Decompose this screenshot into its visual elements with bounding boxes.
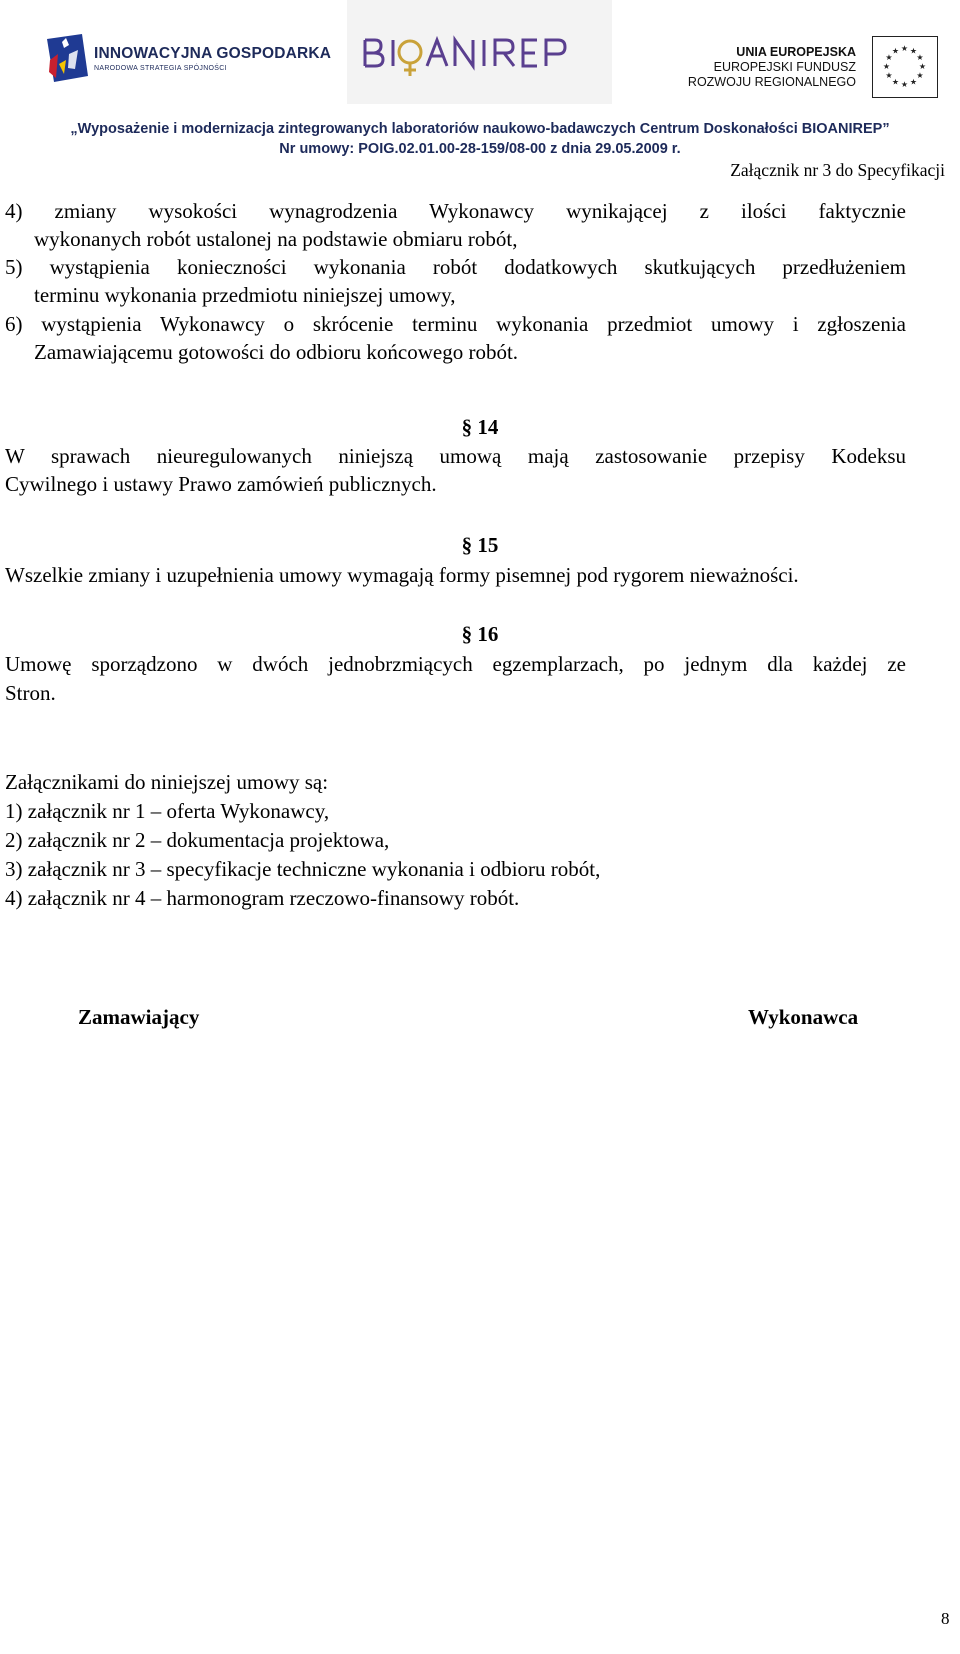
- eu-flag-icon: [872, 36, 938, 98]
- list-item-5-line1: 5) wystąpienia konieczności wykonania robót dodatkowych skutkujących przedłużeniem: [5, 255, 906, 279]
- svg-text:★: ★: [918, 62, 927, 71]
- innowacyjna-gospodarka-logo: [44, 32, 344, 82]
- list-item-4-line2: wykonanych robót ustalonej na podstawie obmiaru robót,: [34, 227, 518, 251]
- page-number: 8: [941, 1609, 950, 1628]
- svg-text:★: ★: [900, 80, 909, 89]
- svg-text:★: ★: [882, 62, 891, 71]
- svg-text:★: ★: [891, 77, 900, 87]
- list-item-5-line2: terminu wykonania przedmiotu niniejszej umowy,: [34, 283, 456, 307]
- attachment-note: Załącznik nr 3 do Specyfikacji: [730, 160, 945, 180]
- section-16-heading: § 16: [461, 622, 499, 646]
- attachments-intro: Załącznikami do niniejszej umowy są:: [5, 770, 329, 794]
- svg-text:★: ★: [900, 44, 909, 53]
- section-14-text-line1: W sprawach nieuregulowanych niniejszą umową mają zastosowanie przepisy Kodeksu: [5, 444, 906, 468]
- svg-text:★: ★: [891, 46, 900, 56]
- svg-text:★: ★: [909, 77, 918, 87]
- attachment-list-item: 2) załącznik nr 2 – dokumentacja projektowa,: [5, 828, 390, 852]
- list-item-6-line2: Zamawiającemu gotowości do odbioru końcowego robót.: [34, 340, 519, 364]
- bioanirep-logo: [347, 0, 612, 104]
- logo-right-line2: EUROPEJSKI FUNDUSZ: [713, 60, 856, 74]
- logo-right-line1: UNIA EUROPEJSKA: [736, 45, 856, 59]
- svg-text:★: ★: [916, 53, 924, 62]
- svg-text:★: ★: [885, 71, 893, 80]
- contract-number: Nr umowy: POIG.02.01.00-28-159/08-00 z dnia 29.05.2009 r.: [279, 141, 681, 157]
- section-15-heading: § 15: [461, 533, 499, 557]
- attachment-list-item: 4) załącznik nr 4 – harmonogram rzeczowo-finansowy robót.: [5, 886, 520, 910]
- logo-left-subtitle: NARODOWA STRATEGIA SPÓJNOŚCI: [94, 65, 227, 72]
- section-14-text-line2: Cywilnego i ustawy Prawo zamówień publicznych.: [5, 472, 437, 496]
- list-item-4-line1: 4) zmiany wysokości wynagrodzenia Wykonawcy wynikającej z ilości faktycznie: [5, 199, 906, 223]
- svg-text:★: ★: [909, 46, 918, 56]
- svg-text:★: ★: [885, 53, 893, 62]
- svg-text:★: ★: [916, 71, 924, 80]
- signature-ordering-party: Zamawiający: [78, 1005, 200, 1029]
- section-14-heading: § 14: [461, 415, 499, 439]
- section-16-text-line2: Stron.: [5, 681, 56, 705]
- section-15-text: Wszelkie zmiany i uzupełnienia umowy wymagają formy pisemnej pod rygorem nieważności.: [5, 563, 799, 587]
- logo-left-title: INNOWACYJNA GOSPODARKA: [94, 45, 332, 62]
- logo-right-line3: ROZWOJU REGIONALNEGO: [687, 75, 856, 89]
- bioanirep-wordmark-icon: [347, 0, 612, 104]
- signature-contractor: Wykonawca: [748, 1005, 859, 1029]
- list-item-6-line1: 6) wystąpienia Wykonawcy o skrócenie terminu wykonania przedmiot umowy i zgłoszenia: [5, 312, 906, 336]
- eu-fund-logo: [672, 36, 938, 101]
- innowacyjna-gospodarka-mark-icon: [44, 34, 90, 84]
- attachment-list-item: 1) załącznik nr 1 – oferta Wykonawcy,: [5, 799, 330, 823]
- project-title: „Wyposażenie i modernizacja zintegrowanych laboratoriów naukowo-badawczych Centrum Doskonałości BIOANIREP”: [70, 121, 890, 137]
- section-16-text-line1: Umowę sporządzono w dwóch jednobrzmiących egzemplarzach, po jednym dla każdej ze: [5, 652, 906, 676]
- attachment-list-item: 3) załącznik nr 3 – specyfikacje techniczne wykonania i odbioru robót,: [5, 857, 601, 881]
